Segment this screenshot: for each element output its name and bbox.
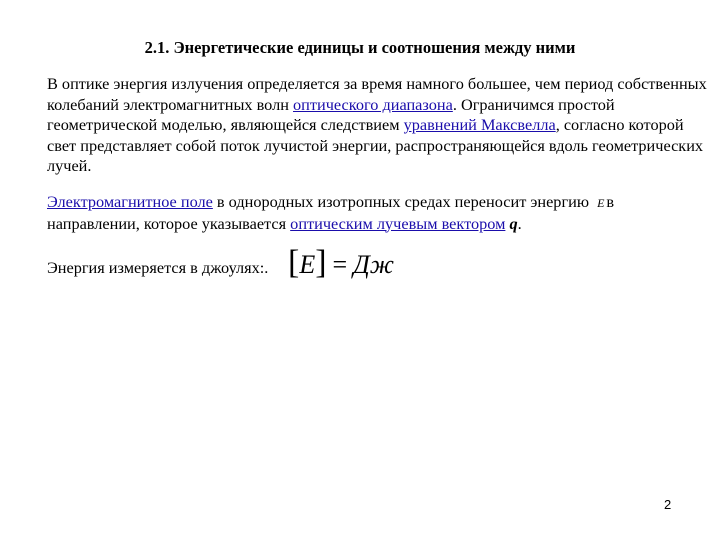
paragraph1-text-a: В оптике энергия излучения определяется за время намного большее, чем период собственных колебаний электромагнитных волн [47,74,707,114]
paragraph2-text-a: в однородных изотропных средах переносит энергию [212,192,594,211]
paragraph2-text-b: в направлении, которое указывается [47,192,615,233]
page-number: 2 [664,497,672,512]
slide-title: 2.1. Энергетические единицы и соотношения между ними [144,38,576,57]
link-maxwell-equations[interactable]: уравнений Максвелла [403,115,556,134]
formula-symbol: E [299,250,316,279]
paragraph-optics-energy [47,74,707,177]
link-optical-ray-vector[interactable]: оптическим лучевым вектором [290,213,506,233]
paragraph1-text-b: . Ограничимся простой геометрической моделью, являющейся следствием [47,94,615,134]
paragraph2-text-c: . [517,213,522,233]
link-optical-range[interactable]: оптического диапазона [293,94,453,114]
paragraph-em-field [47,192,707,234]
energy-unit-formula [288,244,394,282]
formula-bracket-close: ] [315,244,327,281]
paragraph-energy-units: Энергия измеряется в джоулях:. [47,258,269,277]
paragraph1-text-c: , согласно которой свет представляет собой поток лучистой энергии, распространяющейся вдоль геометрических лучей. [47,115,704,175]
link-electromagnetic-field[interactable]: Электромагнитное поле [47,192,213,211]
formula-unit: Дж [353,250,394,279]
ray-vector-symbol: q [509,213,518,233]
energy-symbol: E [597,196,605,210]
formula-equals: = [332,250,348,279]
formula-bracket-open: [ [288,244,300,281]
